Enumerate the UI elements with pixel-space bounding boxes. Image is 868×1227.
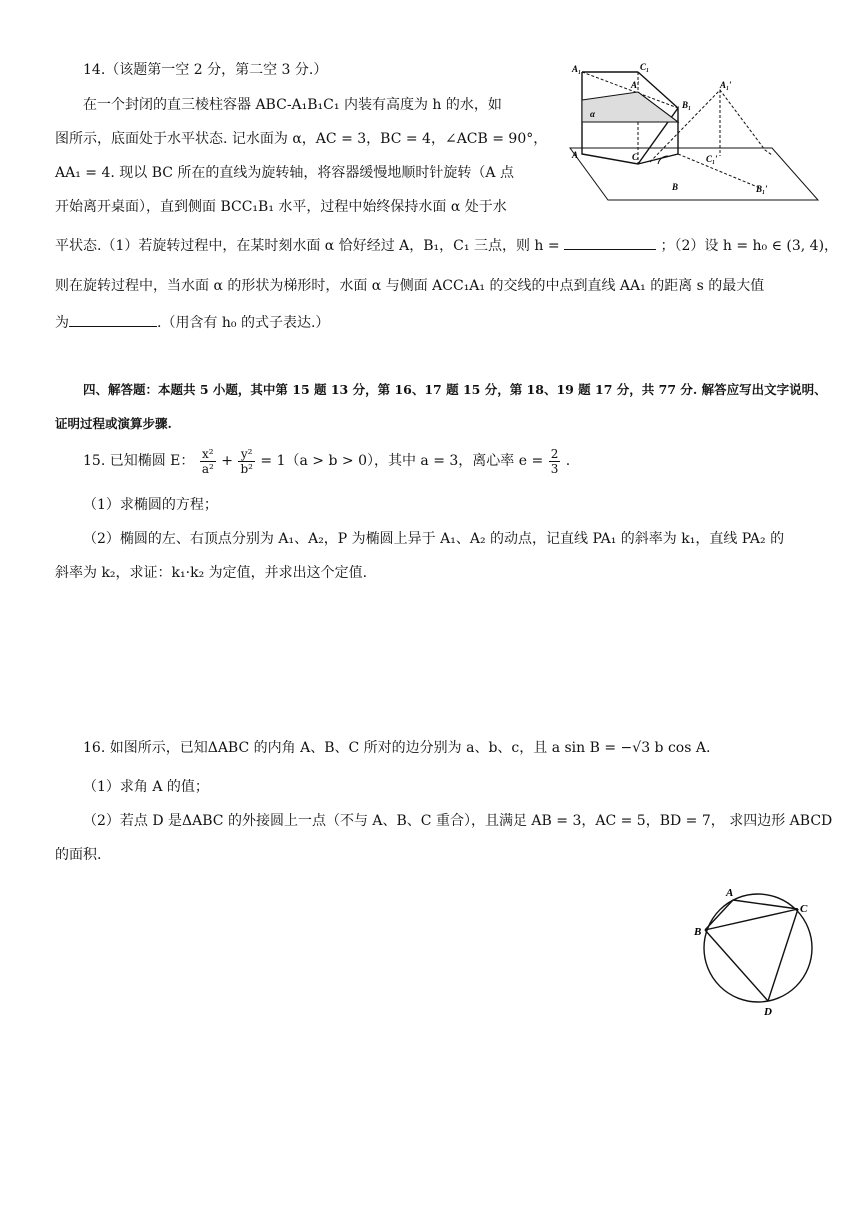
section4-heading: 四、解答题：本题共 5 小题，其中第 15 题 13 分，第 16、17 题 15 分，第 18、19 题 17 分，共 77 分. 解答应写出文字说明、 bbox=[83, 382, 827, 397]
q14-heading: 14.（该题第一空 2 分，第二空 3 分.） bbox=[83, 62, 328, 78]
q14-text-line4: 开始离开桌面），直到侧面 BCC₁B₁ 水平，过程中始终保持水面 α 处于水 bbox=[55, 199, 507, 215]
q14-hint-text: .（用含有 h₀ 的式子表达.） bbox=[157, 315, 330, 331]
q14-text-line1: 在一个封闭的直三棱柱容器 ABC-A₁B₁C₁ 内装有高度为 h 的水，如 bbox=[83, 97, 502, 113]
q14-text-line3: AA₁ = 4. 现以 BC 所在的直线为旋转轴，将容器缓慢地顺时针旋转（A 点 bbox=[55, 165, 514, 181]
table-plane bbox=[570, 148, 818, 200]
q15-statement bbox=[83, 444, 570, 478]
frac-num-e: 2 bbox=[550, 446, 559, 461]
label-C1-prime: C₁′ bbox=[706, 154, 718, 164]
q14-text-line6: 则在旋转过程中，当水面 α 的形状为梯形时，水面 α 与侧面 ACC₁A₁ 的交线的中点到直线 AA₁ 的距离 s 的最大值 bbox=[55, 278, 765, 294]
section4-heading-line2: 证明过程或演算步骤. bbox=[55, 416, 172, 431]
circle-figure bbox=[688, 882, 818, 1022]
label-A-prime: A′ bbox=[631, 80, 640, 90]
label-B1: B₁ bbox=[682, 100, 692, 110]
q14-part1-text: 平状态.（1）若旋转过程中，在某时刻水面 α 恰好经过 A，B₁，C₁ 三点，则 h = bbox=[55, 238, 560, 254]
q15-end: . bbox=[565, 453, 571, 469]
label-D: D bbox=[764, 1006, 772, 1018]
frac-y2-b2 bbox=[238, 447, 255, 476]
frac-num-x2: x² bbox=[200, 447, 216, 462]
label-A: A bbox=[726, 887, 734, 899]
q15-part2-line2: 斜率为 k₂，求证：k₁·k₂ 为定值，并求出这个定值. bbox=[55, 565, 368, 581]
segment-CD bbox=[768, 909, 798, 1001]
q14-text-line7 bbox=[55, 312, 329, 333]
q15-post: = 1（a > b > 0），其中 a = 3，离心率 e = bbox=[260, 453, 544, 469]
label-A: A bbox=[572, 150, 579, 160]
segment-AC bbox=[733, 900, 798, 909]
q16-part2-line2: 的面积. bbox=[55, 847, 102, 863]
segment-BC bbox=[705, 909, 798, 930]
q14-wei-text: 为 bbox=[55, 315, 69, 331]
q15-part1: （1）求椭圆的方程； bbox=[83, 497, 218, 513]
q15-part2-line1: （2）椭圆的左、右顶点分别为 A₁、A₂，P 为椭圆上异于 A₁、A₂ 的动点，记直线 PA₁ 的斜率为 k₁，直线 PA₂ 的 bbox=[83, 531, 785, 547]
rotated-prism bbox=[650, 90, 772, 162]
prism-figure bbox=[560, 60, 830, 210]
answer-blank-1[interactable] bbox=[564, 235, 656, 250]
frac-num-y2: y² bbox=[238, 447, 255, 462]
label-B: B bbox=[672, 182, 679, 192]
label-alpha: α bbox=[590, 109, 595, 119]
label-B1-prime: B₁′ bbox=[756, 184, 768, 194]
label-C: C bbox=[800, 903, 808, 915]
segment-AB bbox=[705, 900, 733, 930]
q14-part2-text: ；（2）设 h = h₀ ∈ (3, 4)， bbox=[660, 238, 839, 254]
segment-BD bbox=[705, 930, 768, 1001]
answer-blank-2[interactable] bbox=[69, 312, 157, 327]
label-A1: A₁ bbox=[572, 64, 582, 74]
q15-pre: 15. 已知椭圆 E： bbox=[83, 453, 195, 469]
frac-den-e: 3 bbox=[550, 461, 559, 476]
q14-text-line2: 图所示，底面处于水平状态. 记水面为 α，AC = 3，BC = 4，∠ACB = 90°， bbox=[55, 131, 548, 147]
label-C: C bbox=[632, 152, 639, 162]
q16-statement: 16. 如图所示，已知ΔABC 的内角 A、B、C 所对的边分别为 a、b、c，且 a sin B = −√3 b cos A. bbox=[83, 740, 711, 756]
plus-sign: + bbox=[221, 453, 233, 469]
frac-den-a2: a² bbox=[201, 461, 214, 476]
water-surface-alpha bbox=[582, 92, 678, 122]
label-C1: C₁ bbox=[640, 62, 650, 72]
frac-den-b2: b² bbox=[240, 461, 253, 476]
q16-part1: （1）求角 A 的值； bbox=[83, 779, 209, 795]
label-A1-prime: A₁′ bbox=[720, 80, 732, 90]
q14-text-line5 bbox=[55, 235, 838, 256]
frac-e bbox=[549, 447, 561, 476]
q16-part2-line1: （2）若点 D 是ΔABC 的外接圆上一点（不与 A、B、C 重合），且满足 AB = 3，AC = 5，BD = 7， 求四边形 ABCD bbox=[83, 813, 833, 829]
rotated-base bbox=[678, 154, 760, 188]
label-B: B bbox=[694, 926, 702, 938]
frac-x2-a2 bbox=[200, 447, 216, 476]
